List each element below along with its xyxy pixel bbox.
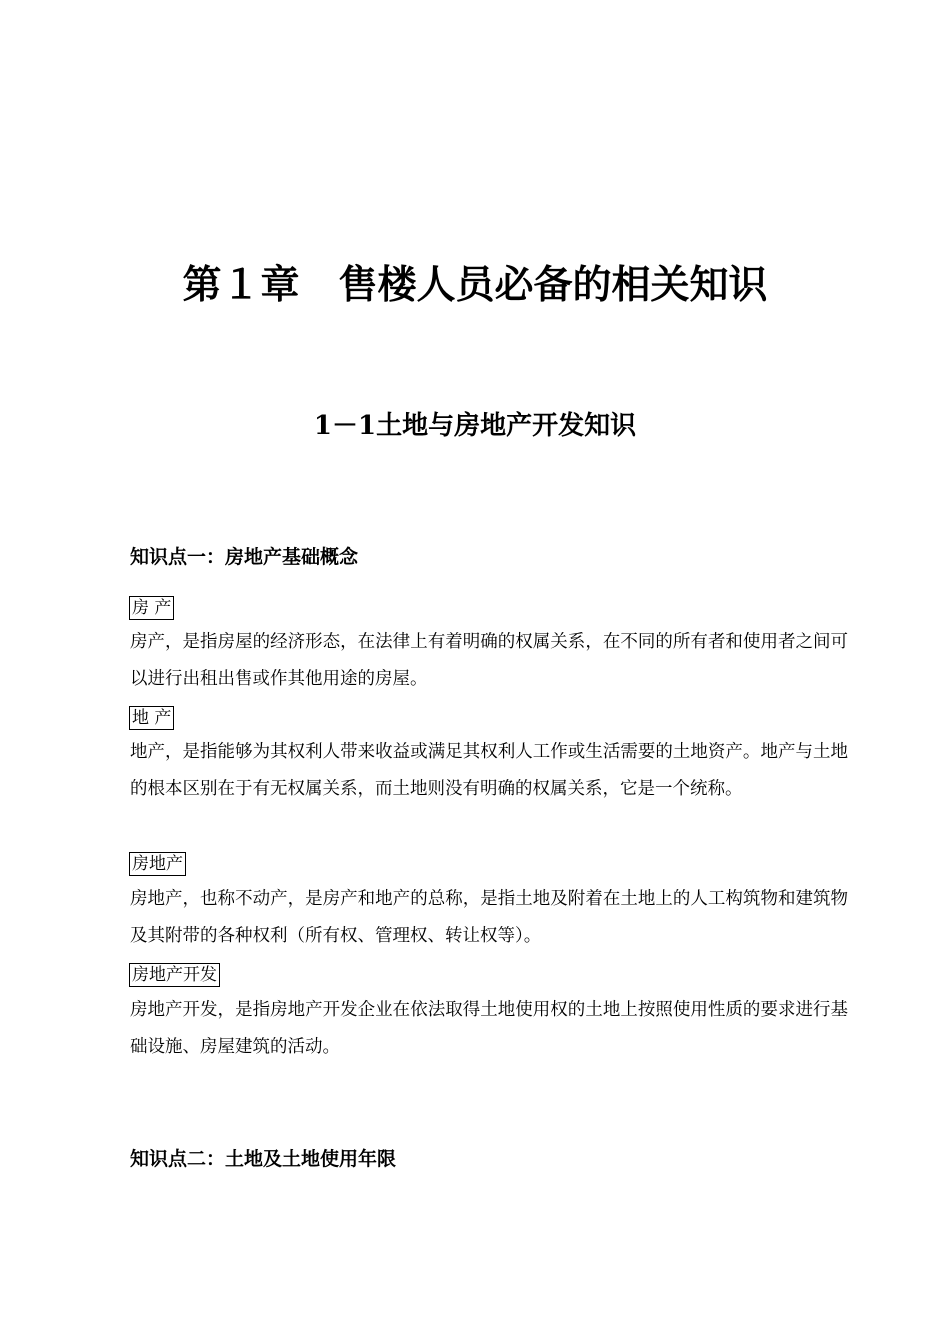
definition-dichan: 地产，是指能够为其权利人带来收益或满足其权利人工作或生活需要的土地资产。地产与土地的根本区别在于有无权属关系，而土地则没有明确的权属关系，它是一个统称。 — [130, 742, 848, 799]
term-label-fangchan: 房 产 — [129, 596, 174, 620]
term-label-fangdichan: 房地产 — [129, 852, 186, 876]
definition-fangdichan: 房地产，也称不动产，是房产和地产的总称，是指土地及附着在土地上的人工构筑物和建筑物及其附带的各种权利（所有权、管理权、转让权等）。 — [130, 889, 848, 946]
knowledge-point-2-heading: 知识点二：土地及土地使用年限 — [130, 1148, 397, 1170]
term-label-fangdichan-kaifa: 房地产开发 — [129, 963, 220, 987]
chapter-title: 第１章 售楼人员必备的相关知识 — [182, 262, 768, 308]
definition-fangdichan-kaifa: 房地产开发，是指房地产开发企业在依法取得土地使用权的土地上按照使用性质的要求进行基础设施、房屋建筑的活动。 — [130, 1000, 848, 1057]
definition-fangchan: 房产，是指房屋的经济形态，在法律上有着明确的权属关系，在不同的所有者和使用者之间可以进行出租出售或作其他用途的房屋。 — [130, 632, 848, 689]
section-title: 1－1土地与房地产开发知识 — [313, 411, 637, 441]
knowledge-point-1-heading: 知识点一：房地产基础概念 — [130, 546, 359, 568]
term-label-dichan: 地 产 — [129, 706, 174, 730]
